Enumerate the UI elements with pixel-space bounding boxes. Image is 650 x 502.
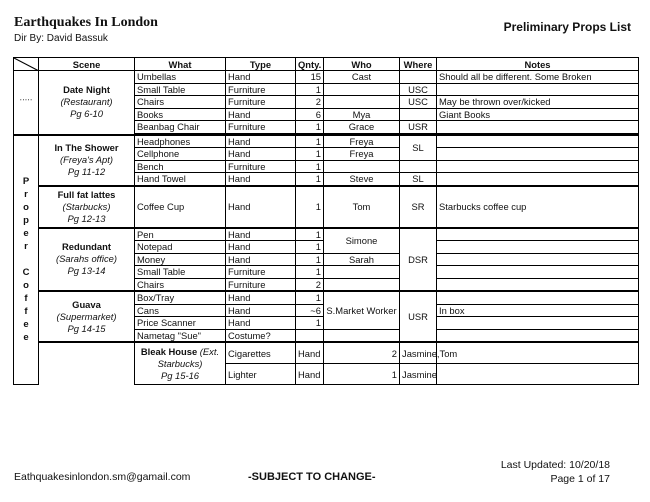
- table-row: [14, 228, 639, 241]
- column-header-qnty: Qnty.: [296, 58, 324, 71]
- notes-cell: [437, 173, 639, 186]
- notes-cell: [437, 148, 639, 161]
- qty-cell: 1: [296, 160, 324, 173]
- who-cell: Freya: [324, 135, 400, 148]
- where-cell: [437, 364, 639, 385]
- notes-cell: In box: [437, 304, 639, 317]
- column-header-who: Who: [324, 58, 400, 71]
- scene-guava: [39, 291, 135, 342]
- column-header-notes: Notes: [437, 58, 639, 71]
- where-cell: USR: [400, 121, 437, 134]
- who-cell: Jasmine: [400, 364, 437, 385]
- notes-cell: [437, 228, 639, 241]
- qty-cell: 1: [296, 83, 324, 96]
- qty-cell: 2: [324, 342, 400, 364]
- what-cell: Cans: [135, 304, 226, 317]
- where-cell: [437, 342, 639, 364]
- scene-location: (Supermarket): [56, 310, 117, 322]
- notes-cell: [437, 135, 639, 148]
- where-cell: SR: [400, 186, 437, 228]
- qty-cell: 1: [296, 253, 324, 266]
- what-cell: Bench: [135, 160, 226, 173]
- diagonal-line-icon: [14, 58, 39, 71]
- scene-name: Full fat lattes: [57, 188, 116, 200]
- qty-cell: ~6: [296, 304, 324, 317]
- column-header-where: Where: [400, 58, 437, 71]
- list-title: Preliminary Props List: [503, 20, 631, 34]
- header-row: [14, 58, 639, 71]
- notes-cell: [437, 253, 639, 266]
- who-cell: [324, 83, 400, 96]
- notes-cell: Should all be different. Some Broken: [437, 71, 639, 84]
- what-cell: Cigarettes: [226, 342, 296, 364]
- type-cell: Hand: [226, 228, 296, 241]
- who-cell: Sarah: [324, 253, 400, 266]
- qty-cell: 1: [296, 173, 324, 186]
- qty-cell: 1: [296, 317, 324, 330]
- what-cell: Lighter: [226, 364, 296, 385]
- scene-location: (Restaurant): [60, 96, 113, 108]
- scene-pages: Pg 13-14: [67, 265, 106, 277]
- notes-cell: [437, 291, 639, 304]
- type-cell: Hand: [296, 364, 324, 385]
- where-cell: SL: [400, 173, 437, 186]
- what-cell: Headphones: [135, 135, 226, 148]
- scene-redundant: [39, 228, 135, 292]
- who-cell: Simone: [324, 228, 400, 254]
- column-header-type: Type: [226, 58, 296, 71]
- where-cell: DSR: [400, 228, 437, 292]
- where-cell: USC: [400, 96, 437, 109]
- notes-cell: Starbucks coffee cup: [437, 186, 639, 228]
- scene-name: Bleak House: [140, 345, 198, 357]
- type-cell: Hand: [226, 135, 296, 148]
- what-cell: Hand Towel: [135, 173, 226, 186]
- table-row: [14, 342, 639, 364]
- type-cell: Hand: [226, 291, 296, 304]
- qty-cell: [296, 329, 324, 342]
- group-label-first: ' ' ' ' ': [14, 71, 39, 135]
- table-row: [14, 364, 639, 385]
- scene-pages: Pg 14-15: [67, 322, 106, 334]
- where-cell: [400, 108, 437, 121]
- type-cell: Furniture: [226, 121, 296, 134]
- corner-cell: [14, 58, 39, 71]
- what-cell: Chairs: [135, 278, 226, 291]
- where-cell: [400, 71, 437, 84]
- where-cell: [400, 160, 437, 173]
- scene-name: Guava: [72, 298, 101, 310]
- notes-cell: [437, 83, 639, 96]
- scene-location: (Ext. Starbucks): [157, 345, 220, 369]
- who-cell: [324, 278, 400, 291]
- type-cell: Furniture: [226, 160, 296, 173]
- scene-pages: Pg 11-12: [67, 166, 106, 177]
- who-cell: S.Market Worker: [324, 291, 400, 329]
- type-cell: Hand: [226, 253, 296, 266]
- what-cell: Cellphone: [135, 148, 226, 161]
- qty-cell: 1: [296, 291, 324, 304]
- who-cell: Cast: [324, 71, 400, 84]
- who-cell: Tom: [324, 186, 400, 228]
- notes-cell: [437, 317, 639, 330]
- what-cell: Small Table: [135, 83, 226, 96]
- footer-subject-to-change: -SUBJECT TO CHANGE-: [248, 471, 376, 483]
- props-table: [13, 57, 639, 385]
- who-cell: Steve: [324, 173, 400, 186]
- group-label-proper-coffee: P r o p e r C o f f e e: [14, 135, 39, 385]
- who-cell: [324, 329, 400, 342]
- qty-cell: 1: [324, 364, 400, 385]
- scene-name: In The Shower: [54, 142, 119, 153]
- table-row: [14, 186, 639, 228]
- scene-name: Date Night: [63, 84, 110, 96]
- type-cell: Costume?: [226, 329, 296, 342]
- scene-full-fat-lattes: [39, 186, 135, 228]
- footer-email: Eathquakesinlondon.sm@gamail.com: [14, 471, 191, 483]
- what-cell: Pen: [135, 228, 226, 241]
- document-title: Earthquakes In London: [14, 15, 158, 30]
- table-row: [14, 71, 639, 84]
- who-cell: Freya: [324, 148, 400, 161]
- who-cell: Grace: [324, 121, 400, 134]
- where-cell: USC: [400, 83, 437, 96]
- qty-cell: 1: [296, 148, 324, 161]
- scene-location: (Starbucks): [62, 200, 111, 212]
- what-cell: Price Scanner: [135, 317, 226, 330]
- type-cell: Hand: [226, 71, 296, 84]
- qty-cell: 1: [296, 186, 324, 228]
- where-cell: USR: [400, 291, 437, 342]
- type-cell: Hand: [226, 317, 296, 330]
- notes-cell: [437, 278, 639, 291]
- qty-cell: 1: [296, 228, 324, 241]
- scene-location: (Sarahs office): [56, 253, 117, 265]
- scene-pages: Pg 15-16: [160, 369, 200, 381]
- notes-cell: Giant Books: [437, 108, 639, 121]
- qty-cell: 15: [296, 71, 324, 84]
- footer-page-number: Page 1 of 17: [550, 473, 610, 485]
- scene-location: (Freya's Apt): [59, 154, 113, 165]
- qty-cell: 1: [296, 266, 324, 279]
- scene-pages: Pg 12-13: [67, 212, 106, 224]
- type-cell: Hand: [296, 342, 324, 364]
- scene-in-the-shower: [39, 135, 135, 186]
- who-cell: [324, 96, 400, 109]
- who-cell: Mya: [324, 108, 400, 121]
- type-cell: Furniture: [226, 96, 296, 109]
- what-cell: Notepad: [135, 241, 226, 254]
- type-cell: Hand: [226, 148, 296, 161]
- type-cell: Hand: [226, 186, 296, 228]
- type-cell: Hand: [226, 241, 296, 254]
- where-cell: SL: [400, 135, 437, 161]
- director-credit: Dir By: David Bassuk: [14, 33, 108, 44]
- notes-cell: [437, 266, 639, 279]
- what-cell: Money: [135, 253, 226, 266]
- type-cell: Hand: [226, 108, 296, 121]
- table-row: [14, 291, 639, 304]
- what-cell: Small Table: [135, 266, 226, 279]
- type-cell: Hand: [226, 173, 296, 186]
- scene-name: Redundant: [62, 241, 111, 253]
- qty-cell: 6: [296, 108, 324, 121]
- scene-bleak-house: [135, 342, 226, 385]
- notes-cell: [437, 329, 639, 342]
- scene-date-night: [39, 71, 135, 135]
- qty-cell: 1: [296, 121, 324, 134]
- qty-cell: 2: [296, 96, 324, 109]
- footer-last-updated: Last Updated: 10/20/18: [500, 459, 610, 471]
- who-cell: [324, 266, 400, 279]
- what-cell: Umbellas: [135, 71, 226, 84]
- notes-cell: [437, 241, 639, 254]
- what-cell: Coffee Cup: [135, 186, 226, 228]
- what-cell: Beanbag Chair: [135, 121, 226, 134]
- column-header-scene: Scene: [39, 58, 135, 71]
- type-cell: Furniture: [226, 266, 296, 279]
- what-cell: Chairs: [135, 96, 226, 109]
- qty-cell: 2: [296, 278, 324, 291]
- type-cell: Hand: [226, 304, 296, 317]
- who-cell: Jasmine,Tom: [400, 342, 437, 364]
- type-cell: Furniture: [226, 278, 296, 291]
- what-cell: Nametag "Sue": [135, 329, 226, 342]
- table-row: [14, 135, 639, 148]
- what-cell: Box/Tray: [135, 291, 226, 304]
- notes-cell: May be thrown over/kicked: [437, 96, 639, 109]
- qty-cell: 1: [296, 135, 324, 148]
- notes-cell: [437, 121, 639, 134]
- notes-cell: [437, 160, 639, 173]
- who-cell: [324, 160, 400, 173]
- qty-cell: 1: [296, 241, 324, 254]
- type-cell: Furniture: [226, 83, 296, 96]
- what-cell: Books: [135, 108, 226, 121]
- column-header-what: What: [135, 58, 226, 71]
- scene-pages: Pg 6-10: [70, 108, 103, 120]
